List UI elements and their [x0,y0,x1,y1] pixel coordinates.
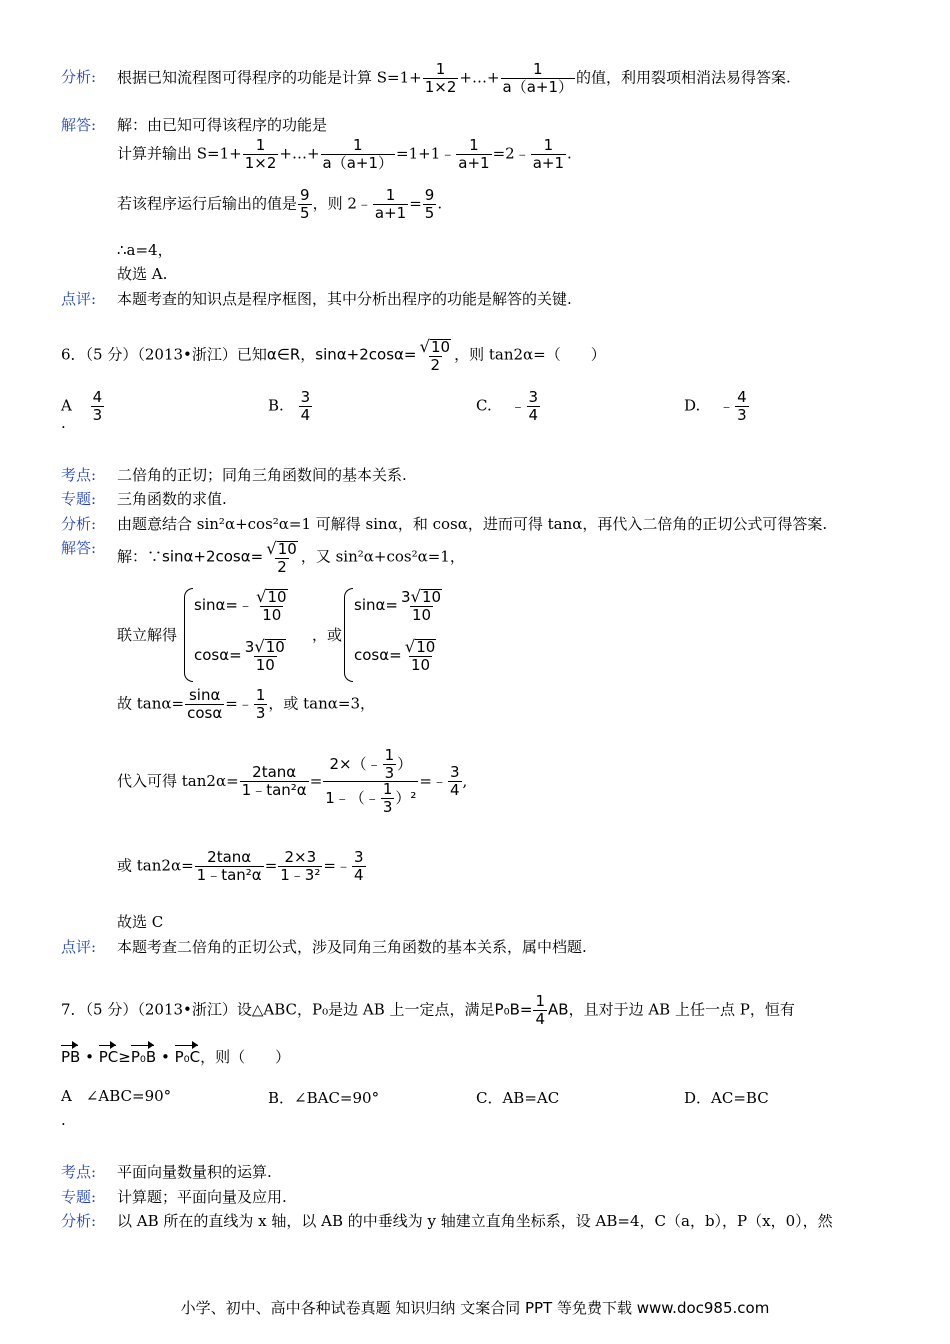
solution-substitute: 代入可得 tan2α= $\frac{2\tan\alpha}{\text{1﹣tan²α}}$ = 2×（﹣ $\frac{1}{3}$ ） 1﹣（﹣ $\frac{1}{3}$ ）² =﹣ $\frac{3}{4}$ , [117,746,468,816]
analysis-text: 根据已知流程图可得程序的功能是计算 S=1+ $\frac{1}{1\times 2}$ +…+ $\frac{1}{a(a+1)}$ 的值，利用裂项相消法易得答案. [117,60,791,96]
label-solution: 解答: [61,539,97,557]
solution-choice: 故选 A. [117,265,168,283]
solution-tan: 故 tanα= $\frac{\sin\alpha}{\cos\alpha}$ =﹣ $\frac{1}{3}$ ，或 tanα=3， [117,686,376,722]
comment-text: 本题考查二倍角的正切公式，涉及同角三角函数的基本关系，属中档题. [117,938,587,956]
zhuanti-text: 计算题；平面向量及应用. [117,1188,287,1206]
option-a-dot: . [61,1111,66,1129]
solution-result: ∴a=4， [117,241,173,259]
solution-formula: 计算并输出 S=1+ $\frac{1}{1\times 2}$ +…+ $\frac{1}{a(a+1)}$ =1+1﹣ $\frac{1}{a+1}$ =2﹣ $\frac{1}{a+1}$ . [117,136,572,172]
system2-sin: sinα= 3 √ 10 10 [354,587,442,624]
option-a-dot: . [61,414,66,432]
question-7-stem: 7．（5 分）（2013•浙江）设△ABC，P₀是边 AB 上一定点，满足P₀B= $\frac{1}{4}$ AB，且对于边 AB 上任一点 P，恒有 [61,992,795,1028]
system1-sin: sinα=﹣ √ 10 10 [194,587,287,624]
option-a[interactable]: A $\frac{4}{3}$ [61,388,103,424]
option-c[interactable]: C. ﹣ $\frac{3}{4}$ [476,388,539,424]
zhuanti-text: 三角函数的求值. [117,490,227,508]
option-c[interactable]: C．AB=AC [476,1089,560,1107]
solution-line: 解：由已知可得该程序的功能是 [117,116,328,134]
solution-or: ，或 [312,626,343,644]
option-b[interactable]: B．∠BAC=90° [268,1089,380,1107]
label-comment: 点评: [61,290,97,308]
kaodian-text: 平面向量数量积的运算. [117,1163,272,1181]
option-d[interactable]: D．AC=BC [684,1089,769,1107]
label-kaodian: 考点: [61,1163,97,1181]
question-7-inequality: PB • PC≥P₀B • P₀C，则（ ） [61,1048,291,1066]
option-b[interactable]: B. $\frac{3}{4}$ [268,388,311,424]
option-d[interactable]: D. ﹣ $\frac{4}{3}$ [684,388,747,424]
solution-system-label: 联立解得 [117,626,178,644]
system2-cos: cosα= √ 10 10 [354,637,436,674]
system1-cos: cosα= 3 √ 10 10 [194,637,285,674]
label-analysis: 分析: [61,68,97,86]
kaodian-text: 二倍角的正切；同角三角函数间的基本关系. [117,466,407,484]
solution-given: 解：∵sinα+2cosα= √ 10 2 ，又 sin²α+cos²α=1， [117,539,465,576]
solution-alt: 或 tan2α= $\frac{2\tan\alpha}{\text{1﹣tan²α}}$ = $\frac{2\times 3}{\text{1﹣3²}}$ =﹣ $\frac{3}{4}$ [117,848,364,884]
label-analysis: 分析: [61,1212,97,1230]
system-brace [184,588,193,682]
label-kaodian: 考点: [61,466,97,484]
label-solution: 解答: [61,116,97,134]
label-zhuanti: 专题: [61,1188,97,1206]
solution-choice: 故选 C [117,913,164,931]
question-6-stem: 6．（5 分）（2013•浙江）已知α∈R，sinα+2cosα= √ 10 2 ，则 tan2α=（ ） [61,337,606,374]
system-brace [344,588,353,682]
analysis-text: 由题意结合 sin²α+cos²α=1 可解得 sinα，和 cosα，进而可得 tanα，再代入二倍角的正切公式可得答案. [117,515,828,533]
option-a[interactable]: A ∠ABC=90° [61,1087,172,1105]
page-footer: 小学、初中、高中各种试卷真题 知识归纳 文案合同 PPT 等免费下载 www.doc985.com [180,1299,770,1317]
comment-text: 本题考查的知识点是程序框图，其中分析出程序的功能是解答的关键. [117,290,572,308]
analysis-text: 以 AB 所在的直线为 x 轴，以 AB 的中垂线为 y 轴建立直角坐标系，设 AB=4，C（a，b），P（x，0），然 [117,1212,833,1230]
label-comment: 点评: [61,938,97,956]
label-analysis: 分析: [61,515,97,533]
solution-output: 若该程序运行后输出的值是 $\frac{9}{5}$ ，则 2﹣ $\frac{1}{a+1}$ = $\frac{9}{5}$ . [117,186,443,222]
label-zhuanti: 专题: [61,490,97,508]
